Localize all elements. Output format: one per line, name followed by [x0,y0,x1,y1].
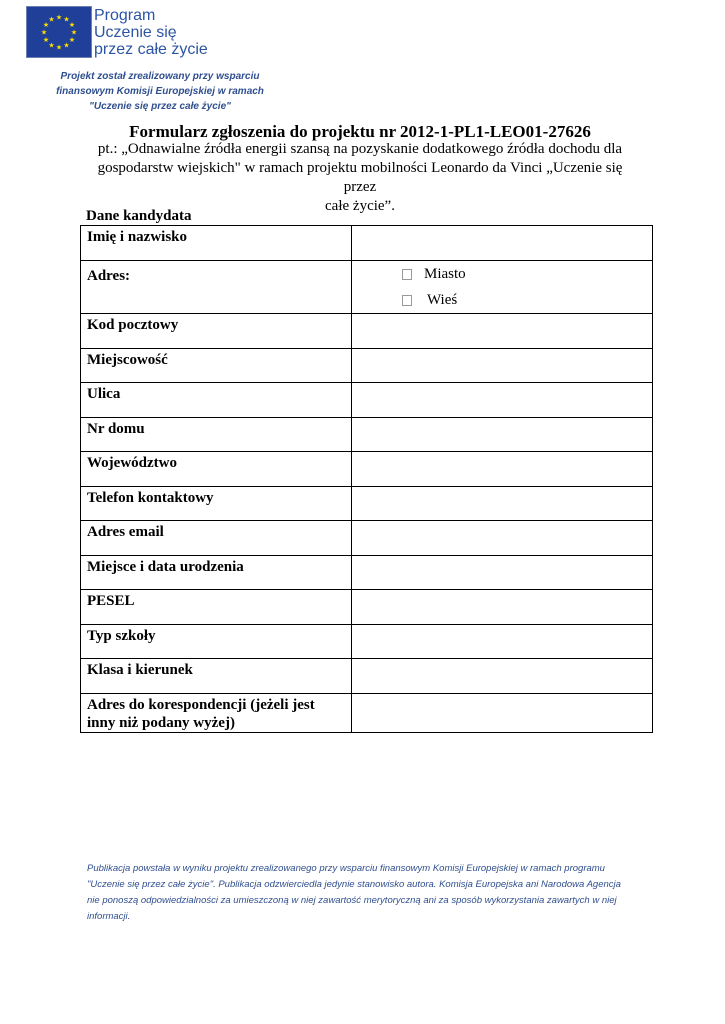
option-wies[interactable] [402,287,652,313]
star-icon: ★ [40,28,48,37]
address-options [352,261,653,314]
section-title: Dane kandydata [86,208,192,224]
form-row [81,693,653,732]
checkbox-icon[interactable] [402,269,412,280]
form-row [81,555,653,590]
name-field[interactable] [352,226,653,261]
star-icon: ★ [68,21,76,29]
form-subtitle [80,140,640,216]
form-row [81,486,653,521]
field-input[interactable] [352,417,653,452]
field-label-line: inny niż podany wyżej) [87,714,235,731]
form-row [81,590,653,625]
logo-line: przez całe życie [94,41,208,58]
star-icon: ★ [42,21,50,29]
correspondence-field[interactable] [352,693,653,732]
star-icon: ★ [55,43,63,52]
form-row [81,659,653,694]
option-label: Miasto [424,266,466,282]
support-note-line: Projekt został zrealizowany przy wsparciu [60,71,260,82]
footer-line: "Uczenie się przez całe życie". Publikacja odzwierciedla jedynie stanowisko autora. Komisja Europejska ani Narodowa Agencja [87,879,621,890]
logo-line: Uczenie się [94,24,177,41]
footer-line: nie ponoszą odpowiedzialności za umieszczoną w niej zawartość merytoryczną ani za sposób wykorzystania zawartych w niej [87,895,617,906]
subtitle-line: gospodarstw wiejskich" w ramach projektu mobilności Leonardo da Vinci „Uczenie się przez [97,160,623,195]
field-input[interactable] [352,659,653,694]
subtitle-line: pt.: „Odnawialne źródła energii szansą na pozyskanie dodatkowego źródła dochodu dla [97,141,623,157]
field-input[interactable] [352,624,653,659]
field-label: Miejsce i data urodzenia [81,555,352,590]
form-row [81,417,653,452]
field-input[interactable] [352,555,653,590]
field-label: Nr domu [81,417,352,452]
logo-line: Program [94,7,156,24]
form-row [81,624,653,659]
footer-disclaimer [87,861,637,925]
field-label: Imię i nazwisko [81,226,352,261]
form-row [81,348,653,383]
star-icon: ★ [63,41,70,50]
form-row [81,521,653,556]
field-input[interactable] [352,452,653,487]
form-row [81,314,653,349]
field-label [81,693,352,732]
field-input[interactable] [352,314,653,349]
footer-line: Publikacja powstała w wyniku projektu zrealizowanego przy wsparciu finansowym Komisji Europejskiej w ramach programu [87,863,605,874]
eu-flag-icon [26,6,92,58]
star-icon: ★ [48,41,55,50]
star-icon: ★ [70,28,78,37]
field-input[interactable] [352,383,653,418]
option-miasto[interactable] [402,261,652,287]
form-title: Formularz zgłoszenia do projektu nr 2012-1-PL1-LEO01-27626 [129,122,591,141]
field-label: Województwo [81,452,352,487]
field-input[interactable] [352,348,653,383]
support-note [40,69,280,114]
field-label: Kod pocztowy [81,314,352,349]
star-icon: ★ [42,36,50,44]
field-label: Adres email [81,521,352,556]
candidate-form-table [80,225,653,733]
star-icon: ★ [63,15,70,24]
field-label: Ulica [81,383,352,418]
form-row [81,261,653,314]
eu-stars [27,7,91,57]
form-row [81,452,653,487]
checkbox-icon[interactable] [402,295,412,306]
subtitle-line: całe życie”. [325,198,395,214]
field-label: Typ szkoły [81,624,352,659]
field-label: Telefon kontaktowy [81,486,352,521]
field-label: Klasa i kierunek [81,659,352,694]
form-row [81,383,653,418]
field-input[interactable] [352,590,653,625]
star-icon: ★ [48,15,55,24]
field-label-line: Adres do korespondencji (jeżeli jest [87,696,315,713]
field-label: Miejscowość [81,348,352,383]
field-label: PESEL [81,590,352,625]
form-row [81,226,653,261]
field-input[interactable] [352,521,653,556]
field-label: Adres: [81,261,352,314]
footer-line: informacji. [87,911,131,922]
support-note-line: "Uczenie się przez całe życie" [89,101,231,112]
support-note-line: finansowym Komisji Europejskiej w ramach [56,86,264,97]
field-input[interactable] [352,486,653,521]
option-label: Wieś [427,292,458,308]
star-icon: ★ [68,36,76,44]
logo-text [94,7,208,58]
program-logo [26,6,216,62]
star-icon: ★ [55,13,63,22]
